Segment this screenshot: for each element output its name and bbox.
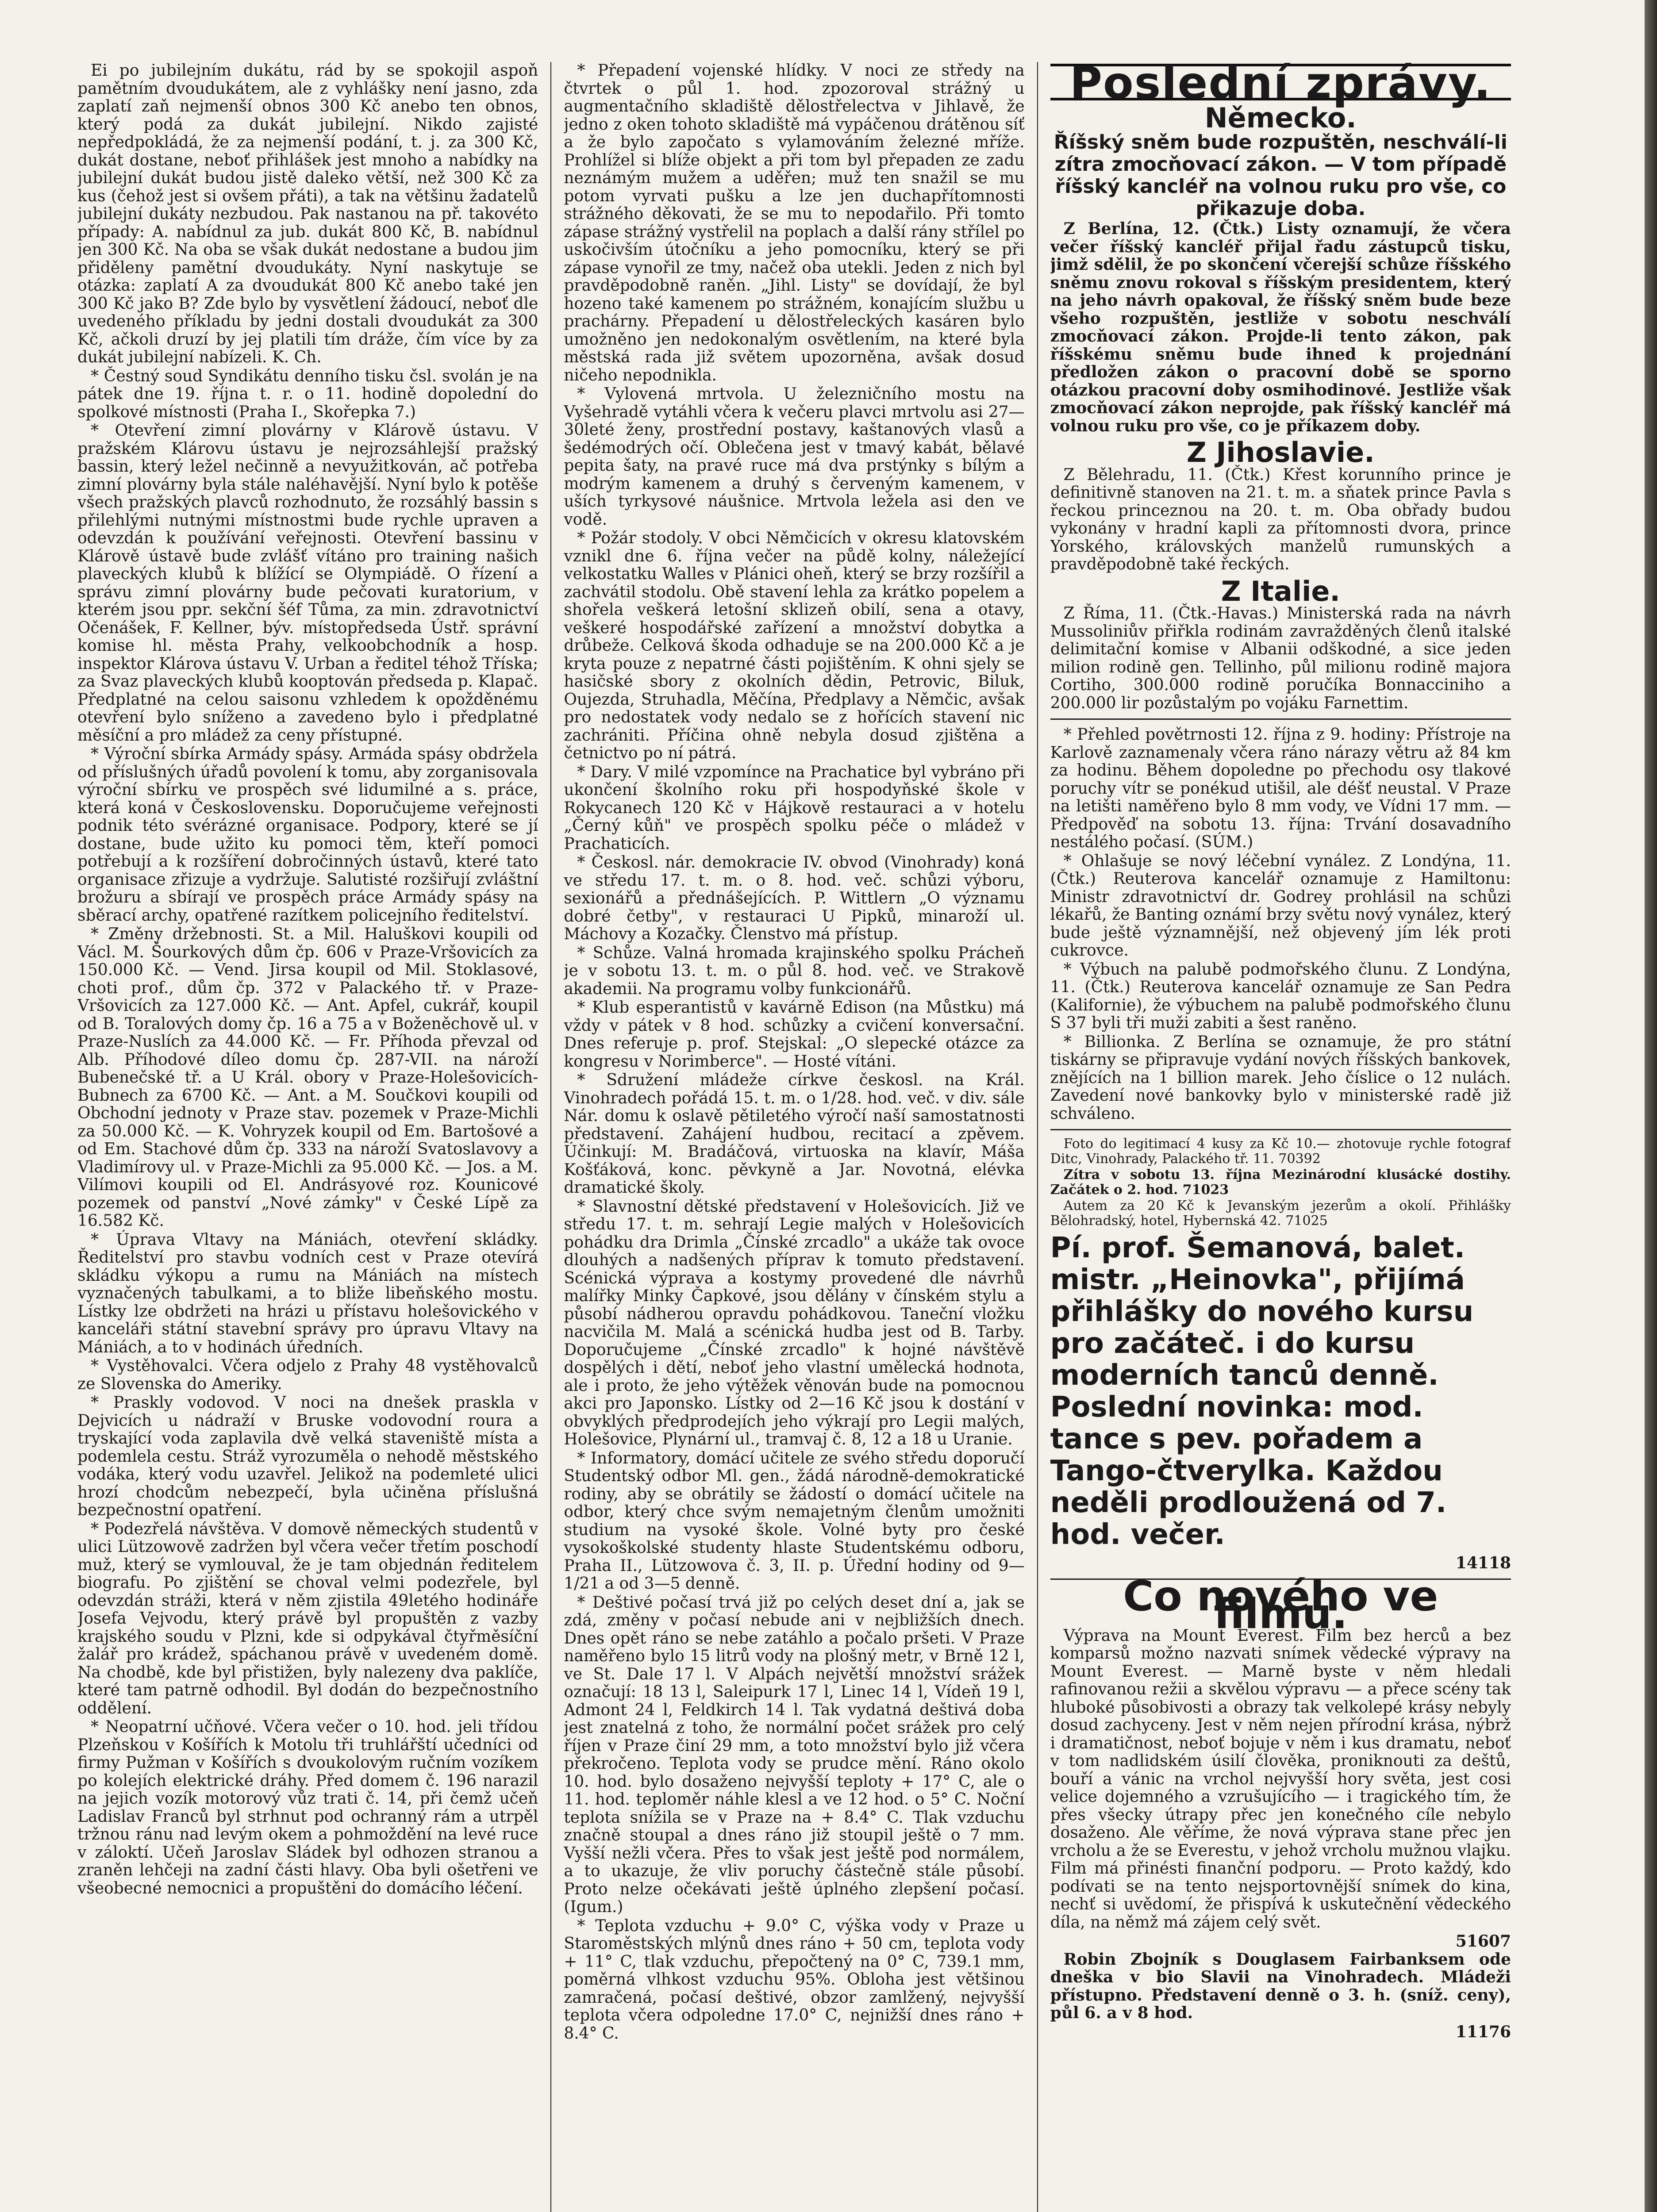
article-mrtvola: * Vylovená mrtvola. U železničního mostu na Vyšehradě vytáhli včera k večeru plavci mrtvolu asi 27—30leté ženy, prostřední postavy, kaštanových vlasů a šedémodrých očí. Oblečena jest v tmavý kabát, bělavé pepita šaty, na pravé ruce má dva prstýnky s bílým a modrým kamenem a druhý s červeným kamenem, v uších tyrkysové náušnice. Mrtvola ležela asi den ve vodě.	[564, 385, 1025, 529]
film-everest: Výprava na Mount Everest. Film bez herců a bez komparsů možno nazvati snímek vědecké výpravy na Mount Everest. — Marně byste v něm hledali rafinovanou režii a skvělou výpravu — a přece scény tak hluboké působivosti a obrazy tak velkolepé krásy nebyly dosud zachyceny. Jest v něm nejen přírodní krása, nýbrž i dramatičnost, neboť bojuje v něm i kus dramatu, neboť v tom nadlidském úsilí člověka, proniknouti za deštů, bouří a vánic na vrchol nejvyšší hory světa, jest cosi velice dojemného a vzrušujícího — i tragického tím, že přes všecky útrapy přec jen konečného cíle nebylo dosaženo. Ale věříme, že nová výprava stane přec jen vrcholu a že se Everestu, v jehož vrcholu mužnou vlajku. Film má přinésti finanční podporu. — Proto každý, kdo podívati se na tento nejsportovnější snímek do kina, nechť si uvědomí, že přispívá k uskutečnění vědeckého díla, na němž má zájem celý svět.	[1050, 1626, 1511, 1932]
columns	[77, 62, 1511, 2212]
article-detske-predstaveni: * Slavnostní dětské představení v Holešovicích. Již ve středu 17. t. m. sehrají Legie malých v Holešovicích pohádku dra Drimla „Čínské zrcadlo" a ukáže tak ovoce dlouhých a nadšených příprav k tomuto představení. Scénická výprava a kostymy provedené dle návrhů malířky Minky Čapkové, jsou dělány v čínském stylu a působí nádherou opravdu pohádkovou. Taneční vložku nacvičila M. Malá a scénická hudba jest od B. Tarby. Doporučujeme „Čínské zrcadlo" k hojné návštěvě dospělých i dětí, neboť jeho vlastní umělecká hodnota, ale i proto, že jeho výtěžek věnován bude na pomocnou akci pro Japonsko. Lístky od 2—16 Kč jsou k dostání v obvyklých předprodejích jeho výkrají pro Legii malých, Holešovice, Plynární ul., tramvaj č. 8, 12 a 18 u Uranie.	[564, 1197, 1025, 1448]
article-sdruzeni: * Sdružení mládeže církve českosl. na Král. Vinohradech pořádá 15. t. m. o 1/28. hod. več. v div. sále Nár. domu k oslavě pětiletého výročí naší samostatnosti představení. Zahájení hudbou, recitací a zpěvem. Účinkují: M. Bradáčová, virtuoska na klavír, Máša Košťáková, konc. pěvkyně a Jar. Novotná, elévka dramatické školy.	[564, 1071, 1025, 1197]
article-vodovod: * Praskly vodovod. V noci na dnešek praskla v Dejvicích u nádraží v Bruske vodovodní roura a tryskající voda zaplavila dvě velká staveniště místa a podemlela cestu. Stráž vyrozuměla o nehodě městského vodáka, který vodu uzavřel. Jelikož na podemleté ulici hrozí chodcům nebezpečí, byla učiněna příslušná bezpečnostní opatření.	[77, 1394, 538, 1519]
article-navsteva: * Podezřelá návštěva. V domově německých studentů v ulici Lützowově zadržen byl včera večer třetím poschodí muž, který se vymlouval, že je tam objednán ředitelem biografu. Po zjištění se choval velmi podezřele, byl odevzdán stráži, která v něm zjistila 49letého hodináře Josefa Vejvodu, který právě byl propuštěn z vazby krajského soudu v Plzni, kde si odpykával čtyřměsíční žalář pro krádež, spáchanou právě v uvedeném domě. Na chodbě, kde byl přistižen, byly nalezeny dva paklíče, které tam patrně odhodil. Byl dodán do bezpečnostního oddělení.	[77, 1520, 538, 1717]
ad-dostihy: Zítra v sobotu 13. října Mezinárodní klusácké dostihy. Začátek o 2. hod. 71023	[1050, 1167, 1511, 1198]
weather-report: * Přehled povětrnosti 12. října z 9. hodiny: Přístroje na Karlově zaznamenaly včera ráno nárazy větru až 84 km za hodinu. Během dopoledne po přechodu osy tlakové poruchy vítr se ponékud utišil, ale déšť neustal. V Praze na letišti naměřeno bylo 8 mm vody, ve Vídni 17 mm. — Předpověď na sobotu 13. října: Trvání dosavadního nestálého počasí. (SÚM.)	[1050, 726, 1511, 851]
ad-autem: Autem za 20 Kč k Jevanským jezerům a okolí. Přihlášky Bělohradský, hotel, Hybernská 42. 71025	[1050, 1198, 1511, 1229]
latest-news-banner: Poslední zprávy.	[1050, 64, 1511, 100]
column-rule	[1037, 62, 1038, 2212]
section-germany: Německo.	[1204, 101, 1357, 134]
divider	[1050, 718, 1511, 720]
ad-foto: Foto do legitimací 4 kusy za Kč 10.— zhotovuje rychle fotograf Ditc, Vinohrady, Palackého tř. 11. 70392	[1050, 1136, 1511, 1167]
italy-body: Z Říma, 11. (Čtk.-Havas.) Ministerská rada na návrh Mussoliniův přiřkla rodinám zavražděných členů italské delimitační komise v Albanii odškodné, a sice jeden milion rodině gen. Tellinho, půl milionu rodině majora Cortiho, 300.000 rodině poručíka Bonnacciniho a 200.000 lir pozůstalým po vojáku Farnettim.	[1050, 604, 1511, 712]
ad-number: 14118	[1455, 1554, 1511, 1572]
yugo-body: Z Bělehradu, 11. (Čtk.) Křest korunního prince je definitivně stanoven na 21. t. m. a sňatek prince Pavla s řeckou princeznou na 20. t. m. Oba obřady budou vykonány v hradní kapli za přítomnosti dvora, prince Yorského, královských manželů rumunských a pravděpodobně také řeckých.	[1050, 465, 1511, 573]
column-middle	[564, 62, 1024, 2212]
article-vystehovalci: * Vystěhovalci. Včera odjelo z Prahy 48 vystěhovalců ze Slovenska do Ameriky.	[77, 1357, 538, 1393]
article-zmeny-drzebnosti: * Změny držebnosti. St. a Mil. Haluškovi koupili od Václ. M. Šourkových dům čp. 606 v Praze-Vršovicích za 150.000 Kč. — Vend. Jirsa koupil od Mil. Stoklasové, choti prof., dům čp. 372 v Palackého tř. v Praze-Vršovicích za 127.000 Kč. — Ant. Apfel, cukrář, koupil od B. Toralových domy čp. 16 a 75 a v Boženěchově ul. v Praze-Nuslích za 44.000 Kč. — Fr. Příhoda převzal od Alb. Příhodové díleo domu čp. 287-VII. na nároží Bubenečské tř. a U Král. obory v Praze-Holešovicích-Bubnech za 6700 Kč. — Ant. a M. Součkovi koupili od Obchodní jednoty v Praze stav. pozemek v Praze-Michli za 50.000 Kč. — K. Vohryzek koupil od Em. Bartošové a od Em. Stachové dům čp. 333 na nároží Svatoslavovy a Vladimírovy ul. v Praze-Michli za 95.000 Kč. — Jos. a M. Vilímovi koupili od El. Andrásyové roz. Kounicové pozemek od panství „Nové zámky" v České Lípě za 16.582 Kč.	[77, 925, 538, 1230]
article-dary: * Dary. V milé vzpomínce na Prachatice byl vybráno při ukončení školního roku při hospodyňské škole v Rokycanech 120 Kč v Hájkově restauraci a v hotelu „Černý kůň" ve prospěch spolku péče o mládež v Prachaticích.	[564, 763, 1025, 853]
germany-lead: Říšský sněm bude rozpuštěn, neschválí-li zítra zmocňovací zákon. — V tom případě říšský kancléř na volnou ruku pro vše, co přikazuje doba.	[1053, 131, 1507, 220]
divider	[1050, 1129, 1511, 1130]
article-submarine: * Výbuch na palubě podmořského člunu. Z Londýna, 11. (Čtk.) Reuterova kancelář oznamuje ze San Pedra (Kalifornie), že výbuchem na palubě podmořského člunu S 37 byli tři muži zabiti a šest raněno.	[1050, 960, 1511, 1032]
article-destive-pocasi: * Deštivé počasí trvá již po celých deset dní a, jak se zdá, změny v počasí nebude ani v nejbližších dnech. Dnes opět ráno se nebe zatáhlo a počalo pršeti. V Praze naměřeno bylo 15 litrů vody na plošný metr, v Brně 12 l, ve St. Dale 17 l. V Alpách největší množství srážek označují: 18 13 l, Saleipurk 17 l, Linec 14 l, Vídeň 19 l, Admont 24 l, Feldkirch 14 l. Tak vydatná deštivá doba jest znatelná z toho, že normální počet srážek pro celý říjen v Praze činí 29 mm, a toto množství bylo již včera překročeno. Teplota vody se prudce mění. Ráno okolo 10. hod. bylo dosaženo nejvyšší teploty + 17° C, ale o 11. hod. teploměr náhle klesl a ve 12 hod. o 5° C. Noční teplota snížila se v Praze na + 8.4° C. Tlak vzduchu značně stoupal a dnes ráno již stoupil ještě o 7 mm. Vyšší nežli včera. Přes to však jest ještě pod normálem, a to ukazuje, že vliv poruchy částečně stále působí. Proto nelze očekávati ještě úplného zlepšení počasí. (Igum.)	[564, 1593, 1025, 1916]
article-cestny-soud: * Čestný soud Syndikátu denního tisku čsl. svolán je na pátek dne 19. října t. r. o 11. hodině dopolední do spolkové místnosti (Praha I., Skořepka 7.)	[77, 367, 538, 421]
article-insulin: * Ohlašuje se nový léčební vynález. Z Londýna, 11. (Čtk.) Reuterova kancelář oznamuje z Hamiltonu: Ministr zdravotnictví dr. Godrey prohlásil na schůzi lékařů, že Banting oznámí brzy světu nový vynález, který bude ještě významnější, než objevený jím lék proti cukrovce.	[1050, 852, 1511, 960]
article-armada-spasy: * Výroční sbírka Armády spásy. Armáda spásy obdržela od příslušných úřadů povolení k tomu, aby zorganisovala výroční sbírku ve prospěch své lidumilné a s. práce, která koná v Československu. Doporučujeme veřejnosti podnik této svérázné organisace. Podpory, které se jí dostane, bude užito ku pomoci těm, kteří pomoci potřebují a k rozšíření dobročinných ústavů, které tato organisace zřizuje a vydržuje. Salutisté rozšiřují zvláštní brožuru a sbírají ve prospěch práce Armády spásy na sběrací archy, opatřené razítkem policejního ředitelství.	[77, 745, 538, 925]
page-edge-shadow	[1645, 0, 1657, 2212]
section-yugoslavia: Z Jihoslavie.	[1186, 436, 1375, 469]
germany-body: Z Berlína, 12. (Čtk.) Listy oznamují, že včera večer říšský kancléř přijal řadu zástupců tisku, jimž sdělil, že po skončení včerejší schůze říšského sněmu znovu rokoval s říšským presidentem, který na jeho návrh opakoval, že říšský sněm bude beze všeho rozpuštěn, jestliže v sobotu neschválí zmocňovací zákon. Projde-li tento zákon, pak říšskému sněmu bude ihned k projednání předložen zákon o pracovní době se sporno otázkou pracovní doby osmihodinové. Jestliže však zmocňovací zákon neprojde, pak říšský kancléř má volnou ruku pro vše, co je příkazem doby.	[1050, 219, 1511, 435]
article-dukat: Ei po jubilejním dukátu, rád by se spokojil aspoň pamětním dvoudukátem, ale z vyhlášky není jasno, zda zaplatí zaň nejmenší obnos 300 Kč anebo ten obnos, který podá za dukát jubilejní. Nikdo zajisté nepředpokládá, že za nejmenší podání, t. j. za 300 Kč, dukát dostane, neboť přihlášek jest mnoho a nabídky na jubilejní dukát budou jistě daleko větší, než 300 Kč za kus (čehož jest si ovšem přáti), a tak na většinu žadatelů jubilejní dukáty nezbudou. Pak nastanou na př. takovéto případy: A. nabídnul za jub. dukát 800 Kč, B. nabídnul jen 300 Kč. Na oba se však dukát nedostane a budou jim přiděleny pamětní dvoudukáty. Nyní naskytuje se otázka: zaplatí A za dvoudukát 800 Kč anebo také jen 300 Kč jako B? Zde bylo by vysvětlení žádoucí, neboť dle uvedeného příkladu by jedni dostali dvoudukát za 300 Kč, ačkoli druzí by jej platili tím dráže, čím více by za dukát jubilejní nabízeli. K. Ch.	[77, 62, 538, 366]
film-section-title: Co nového ve filmu.	[1123, 1572, 1438, 1638]
article-billion: * Billionka. Z Berlína se oznamuje, že pro státní tiskárny se připravuje vydání nových říšských bankovek, znějících na 1 billion marek. Jeho číslice o 12 nulách. Zavedení nové bankovky bylo v ministerské radě již schváleno.	[1050, 1033, 1511, 1123]
article-schuze: * Schůze. Valná hromada krajinského spolku Prácheň je v sobotu 13. t. m. o půl 8. hod. več. ve Strakově akademii. Na programu volby funkcionářů.	[564, 944, 1025, 998]
article-uprava-vltavy: * Úprava Vltavy na Mániách, otevření skládky. Ředitelství pro stavbu vodních cest v Praze otevírá skládku výkopu a rumu na Mániách na místech vyznačených tabulkami, a to bliže libeňského mostu. Lístky lze obdržeti na hrázi u přístavu holešovického v kanceláři státní stavební správy pro úpravu Vltavy na Mániách, a to v hodinách úředních.	[77, 1230, 538, 1356]
column-left	[77, 62, 538, 2212]
section-italy: Z Italie.	[1221, 575, 1340, 607]
article-plovarna: * Otevření zimní plovárny v Klárově ústavu. V pražském Klárovu ústavu je nejrozsáhlejší pražský bassin, který ležel nečinně a nevyužitkován, ač potřeba zimní plovárny byla stále naléhavější. Nyní bylo k potěše všech pražských plavců rozhodnuto, že rozsáhlý bassin s přilehlými nutnými místnostmi bude rychle upraven a odevzdán k používání veřejnosti. Otevření bassinu v Klárově ústavě bude zvlášť vítáno pro training našich plaveckých klubů k blížící se Olympiádě. O řízení a správu zimní plovárny bude pečovati kuratorium, v kterém jsou ppr. sekční šéf Tůma, za min. zdravotnictví Očenášek, F. Kellner, býv. místopředseda Ústř. správní komise hl. města Prahy, velkoobchodník a hosp. inspektor Klárova ústavu V. Urban a ředitel téhož Tříska; za Svaz plaveckých klubů kooptován předseda p. Klapač. Předplatné na celou saisonu vzhledem k opožděnému otevření bylo sníženo a zavedeno bylo i předplatné měsíční a pro mládež za ceny přístupné.	[77, 422, 538, 745]
article-pozar: * Požár stodoly. V obci Němčicích v okresu klatovském vznikl dne 6. října večer na půdě kolny, náležející velkostatku Walles v Plánici oheň, který se brzy rozšířil a zachvátil stodolu. Obě stavení lehla za krátko popelem a shořela veškerá letošní sklizeň obilí, sena a otavy, veškeré hospodářské zařízení a množství dobytka a drůbeže. Celková škoda odhaduje se na 200.000 Kč a je kryta pouze z nepatrné části pojištěním. K ohni sjely se hasičské sbory z okolních dědin, Petrovic, Biluk, Oujezda, Struhadla, Měčína, Předplavy a Němčic, avšak pro nedostatek vody nedalo se z hořících stavení nic zachrániti. Příčina ohně nebyla dosud zjištěna a četnictvo po ní pátrá.	[564, 529, 1025, 762]
column-rule	[550, 62, 551, 2212]
robin-number: 11176	[1455, 2022, 1511, 2041]
article-hlidka: * Přepadení vojenské hlídky. V noci ze středy na čtvrtek o půl 1. hod. zpozoroval strážný u augmentačního skladiště dělostřelectva v Jihlavě, že jedno z oken tohoto skladiště má vypáčenou drátěnou síť a že bylo započato s vylamováním železné mříže. Prohlížel si blíže objekt a při tom byl přepaden ze zadu neznámým mužem a uděřen; muž ten snažil se mu potom vyrvati pušku a lze jen duchapřítomnosti strážného děkovati, že se mu to nepodařilo. Při tomto zápase strážný vystřelil na poplach a další rány střílel po uskočivším útočníku a jeho pomocníku, který se při zápase vynořil ze tmy, načež oba utekli. Jeden z nich byl pravděpodobně raněn. „Jihl. Listy" se dovídají, že byl hozeno také kamenem po strážném, konajícím službu u prachárny. Přepadení u dělostřeleckých kasáren bylo umožněno jen nedokonalým osvětlením, na které byla městská rada již světem upozorněna, avšak dosud ničeho nepodnikla.	[564, 62, 1025, 384]
article-ucnove: * Neopatrní učňové. Včera večer o 10. hod. jeli třídou Plzeňskou v Košířích k Motolu tři truhlářští učedníci od firmy Pužman v Košířích s dvoukolovým ručním vozíkem po kolejích elektrické dráhy. Před domem č. 196 narazil na jejich vozík motorový vůz trati č. 14, při čemž učeň Ladislav Franců byl strhnut pod ochranný rám a utrpěl tržnou ránu nad levým okem a pohmoždění na levé ruce v záloktí. Učeň Jaroslav Sládek byl odhozen stranou a zraněn lehčeji na zadní části hlavy. Oba byli ošetřeni ve všeobecné nemocnici a propuštěni do domácího léčení.	[77, 1718, 538, 1897]
column-right	[1050, 62, 1511, 2212]
ad-dance-school: Pí. prof. Šemanová, balet. mistr. „Heinovka", přijímá přihlášky do nového kursu pro začáteč. i do kursu moderních tanců denně. Poslední novinka: mod. tance s pev. pořadem a Tango-čtverylka. Každou neděli prodloužená od 7. hod. večer.	[1050, 1232, 1474, 1551]
article-esperanto: * Klub esperantistů v kavárně Edison (na Můstku) má vždy v pátek v 8 hod. schůzky a cvičení konversační. Dnes referuje p. prof. Stejskal: „O slepecké otázce za kongresu v Norimberce". — Hosté vítáni.	[564, 998, 1025, 1071]
article-informatory: * Informatory, domácí učitele ze svého středu doporučí Studentský odbor Ml. gen., žádá národně-demokratické rodiny, aby se obrátily se žádostí o domácí učitele na odbor, který chce svým nemajetným členům umožniti studium na vysoké škole. Volné byty pro české vysokoškolské studenty hlaste Studentskému odboru, Praha II., Lützowova č. 3, II. p. Úřední hodiny od 9—1/21 a od 3—5 denně.	[564, 1449, 1025, 1593]
film-number: 51607	[1455, 1932, 1511, 1951]
film-robin: Robin Zbojník s Douglasem Fairbanksem ode dneška v bio Slavii na Vinohradech. Mládeži přístupno. Představení denně o 3. h. (sníž. ceny), půl 6. a v 8 hod.	[1050, 1950, 1511, 2022]
article-teplota: * Teplota vzduchu + 9.0° C, výška vody v Praze u Staroměstských mlýnů dnes ráno + 50 cm, teplota vody + 11° C, tlak vzduchu, přepočtený na 0° C, 739.1 mm, poměrná vlhkost vzduchu 95%. Obloha jest většinou zamračená, počasí deštivé, obzor zamlžený, nejvyšší teplota včera odpoledne 17.0° C, nejnižší dnes ráno + 8.4° C.	[564, 1916, 1025, 2043]
article-nar-demokracie: * Českosl. nár. demokracie IV. obvod (Vinohrady) koná ve středu 17. t. m. o 8. hod. več. schůzi výboru, sexionářů a přednášejících. P. Wittlern „O významu dobré četby", v restauraci U Pipků, minaroží ul. Máchovy a Kozačky. Členstvo má přístup.	[564, 853, 1025, 943]
